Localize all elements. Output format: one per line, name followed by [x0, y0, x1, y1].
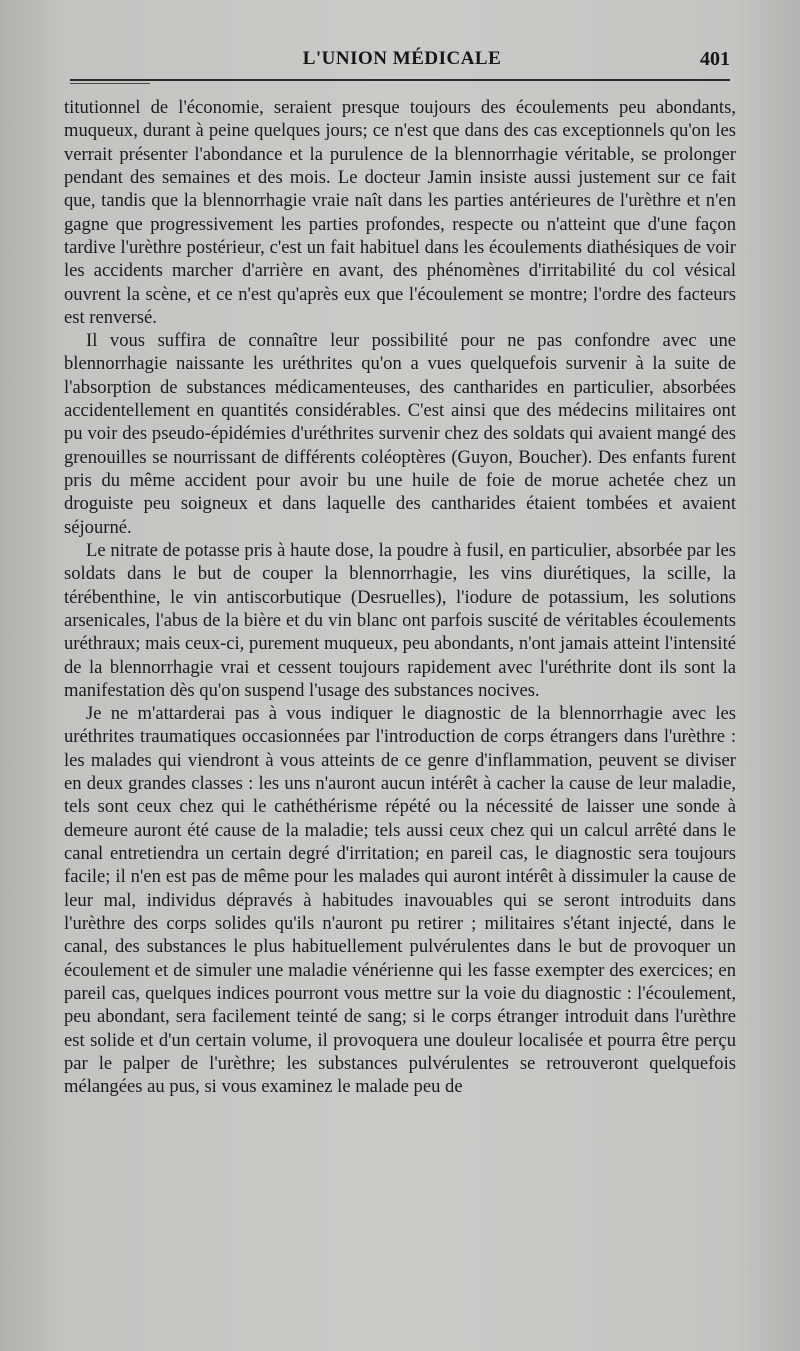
running-head: [70, 44, 734, 74]
header-rule: [70, 79, 730, 81]
paragraph: Il vous suffira de connaître leur possibilité pour ne pas confondre avec une blennorrhagie naissante les uréthrites qu'on a vues quelquefois survenir à la suite de l'absorption de substances médicamenteuses, des cantharides en particulier, absorbées accidentellement en quantités considérables. C'est ainsi que des médecins militaires ont pu voir des pseudo-épidémies d'uréthrites survenir chez des soldats qui avaient mangé des grenouilles se nourrissant de différents coléoptères (Guyon, Boucher). Des enfants furent pris du même accident pour avoir bu une huile de foie de morue achetée chez un droguiste peu soigneux et dans laquelle des cantharides étaient tombées et avaient séjourné.: [64, 330, 736, 538]
paragraph: Je ne m'attarderai pas à vous indiquer le diagnostic de la blennorrhagie avec les uréthrites traumatiques occasionnées par l'introduction de corps étrangers dans l'urèthre : les malades qui viendront à vous atteints de ce genre d'inflammation, peuvent se diviser en deux grandes classes : les uns n'auront aucun intérêt à cacher la cause de leur maladie, tels sont ceux chez qui le cathéthérisme répété ou la nécessité de laisser une sonde à demeure auront été cause de la maladie; tels aussi ceux chez qui un calcul arrêté dans le canal entretiendra un certain degré d'irritation; en pareil cas, le diagnostic sera toujours facile; il n'en est pas de même pour les malades qui auront intérêt à dissimuler la cause de leur mal, individus dépravés à habitudes inavouables qui se seront introduits dans l'urèthre des corps solides qu'ils n'auront pu retirer ; militaires s'étant injecté, dans le canal, des substances le plus habituellement pulvérulentes dans le but de provoquer un écoulement et de simuler une maladie vénérienne qui les fasse exempter des exercices; en pareil cas, quelques indices pourront vous mettre sur la voie du diagnostic : l'écoulement, peu abondant, sera facilement teinté de sang; si le corps étranger introduit dans l'urèthre est solide et d'un certain volume, il provoquera une douleur localisée et pourra être perçu par le palper de l'urèthre; les substances pulvérulentes se retrouveront quelquefois mélangées au pus, si vous examinez le malade peu de: [64, 703, 736, 1098]
paragraph: Le nitrate de potasse pris à haute dose, la poudre à fusil, en particulier, absorbée par les soldats dans le but de couper la blennorrhagie, les vins diurétiques, la scille, la térébenthine, le vin antiscorbutique (Desruelles), l'iodure de potassium, les solutions arsenicales, l'abus de la bière et du vin blanc ont parfois suscité de véritables écoulements uréthraux; mais ceux-ci, purement muqueux, peu abondants, n'ont jamais atteint l'intensité de la blennorrhagie vrai et cessent toujours rapidement avec l'uréthrite dont ils sont la manifestation dès qu'on suspend l'usage des substances nocives.: [64, 539, 736, 701]
page-number: 401: [700, 48, 730, 70]
paragraph: titutionnel de l'économie, seraient presque toujours des écoulements peu abondants, muqueux, durant à peine quelques jours; ce n'est que dans des cas exceptionnels qu'on les verrait présenter l'abondance et la purulence de la blennorrhagie véritable, se prolonger pendant des semaines et des mois. Le docteur Jamin insiste aussi justement sur ce fait que, tandis que la blennorrhagie vraie naît dans les parties antérieures de l'urèthre et n'en gagne que progressivement les parties profondes, respecte ou n'atteint que d'une façon tardive l'urèthre postérieur, c'est un fait habituel dans les écoulements diathésiques de voir les accidents marcher d'arrière en avant, des phénomènes d'irritabilité du col vésical ouvrent la scène, et ce n'est qu'après eux que l'écoulement se montre; l'ordre des facteurs est renversé.: [64, 97, 736, 328]
header-rule-short: [70, 83, 150, 84]
body-text: [64, 96, 736, 1098]
journal-title: L'UNION MÉDICALE: [302, 48, 502, 69]
